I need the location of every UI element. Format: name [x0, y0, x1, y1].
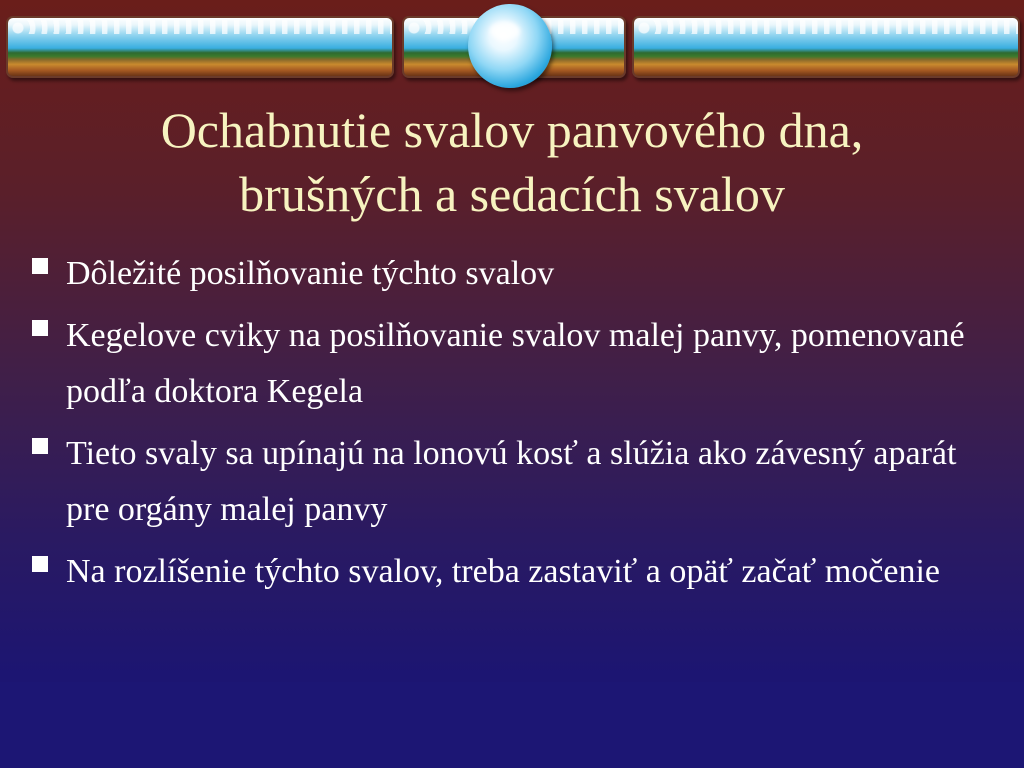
slide-title — [20, 98, 1004, 226]
background-band — [0, 682, 1024, 768]
square-bullet-icon — [32, 438, 48, 454]
square-bullet-icon — [32, 320, 48, 336]
bullet-text: Na rozlíšenie týchto svalov, treba zastaviť a opäť začať močenie — [66, 553, 940, 590]
right-landscape-banner — [632, 16, 1020, 78]
slide-title-line-2: brušných a sedacích svalov — [239, 166, 785, 222]
square-bullet-icon — [32, 258, 48, 274]
bullet-list — [30, 246, 1000, 606]
bullet-item — [30, 426, 1000, 538]
bullet-text: Kegelove cviky na posilňovanie svalov malej panvy, pomenované podľa doktora Kegela — [66, 317, 965, 410]
bullet-item — [30, 544, 1000, 600]
bullet-item — [30, 246, 1000, 302]
globe-icon — [468, 4, 552, 88]
bullet-item — [30, 308, 1000, 420]
slide-title-line-1: Ochabnutie svalov panvového dna, — [160, 102, 864, 158]
bullet-text: Dôležité posilňovanie týchto svalov — [66, 255, 555, 292]
left-landscape-banner — [6, 16, 394, 78]
square-bullet-icon — [32, 556, 48, 572]
bullet-text: Tieto svaly sa upínajú na lonovú kosť a slúžia ako závesný aparát pre orgány malej panvy — [66, 435, 957, 528]
